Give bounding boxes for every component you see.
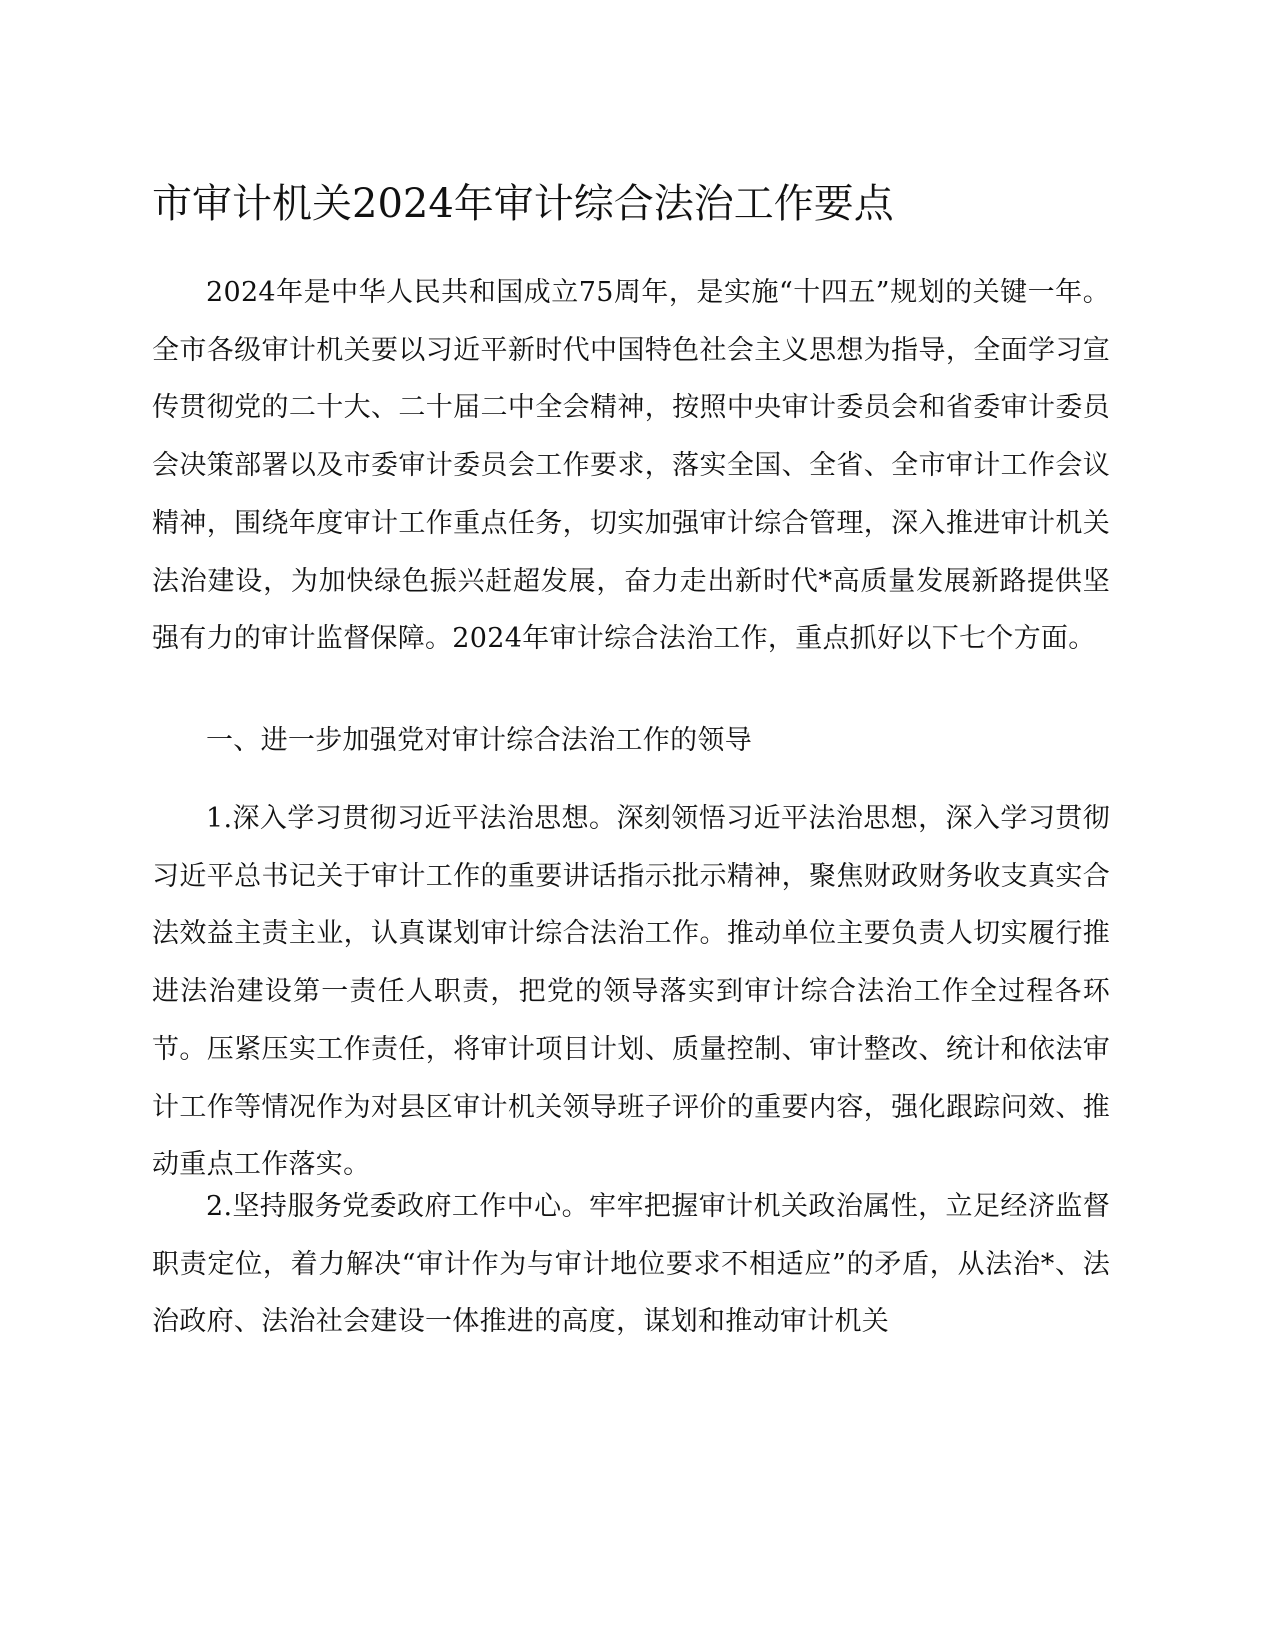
item-paragraph-2: 2.坚持服务党委政府工作中心。牢牢把握审计机关政治属性，立足经济监督职责定位，着力解决“审计作为与审计地位要求不相适应”的矛盾，从法治*、法治政府、法治社会建设一体推进的高度，谋划和推动审计机关 [152,1191,1110,1338]
document-title: 市审计机关2024年审计综合法治工作要点 [152,181,894,227]
intro-paragraph: 2024年是中华人民共和国成立75周年，是实施“十四五”规划的关键一年。全市各级审计机关要以习近平新时代中国特色社会主义思想为指导，全面学习宣传贯彻党的二十大、二十届二中全会精神，按照中央审计委员会和省委审计委员会决策部署以及市委审计委员会工作要求，落实全国、全省、全市审计工作会议精神，围绕年度审计工作重点任务，切实加强审计综合管理，深入推进审计机关法治建设，为加快绿色振兴赶超发展，奋力走出新时代*高质量发展新路提供坚强有力的审计监督保障。2024年审计综合法治工作，重点抓好以下七个方面。 [152,277,1110,655]
section-heading-1: 一、进一步加强党对审计综合法治工作的领导 [206,725,752,756]
item-paragraph-1: 1.深入学习贯彻习近平法治思想。深刻领悟习近平法治思想，深入学习贯彻习近平总书记关于审计工作的重要讲话指示批示精神，聚焦财政财务收支真实合法效益主责主业，认真谋划审计综合法治工作。推动单位主要负责人切实履行推进法治建设第一责任人职责，把党的领导落实到审计综合法治工作全过程各环节。压紧压实工作责任，将审计项目计划、质量控制、审计整改、统计和依法审计工作等情况作为对县区审计机关领导班子评价的重要内容，强化跟踪问效、推动重点工作落实。 [152,803,1110,1181]
